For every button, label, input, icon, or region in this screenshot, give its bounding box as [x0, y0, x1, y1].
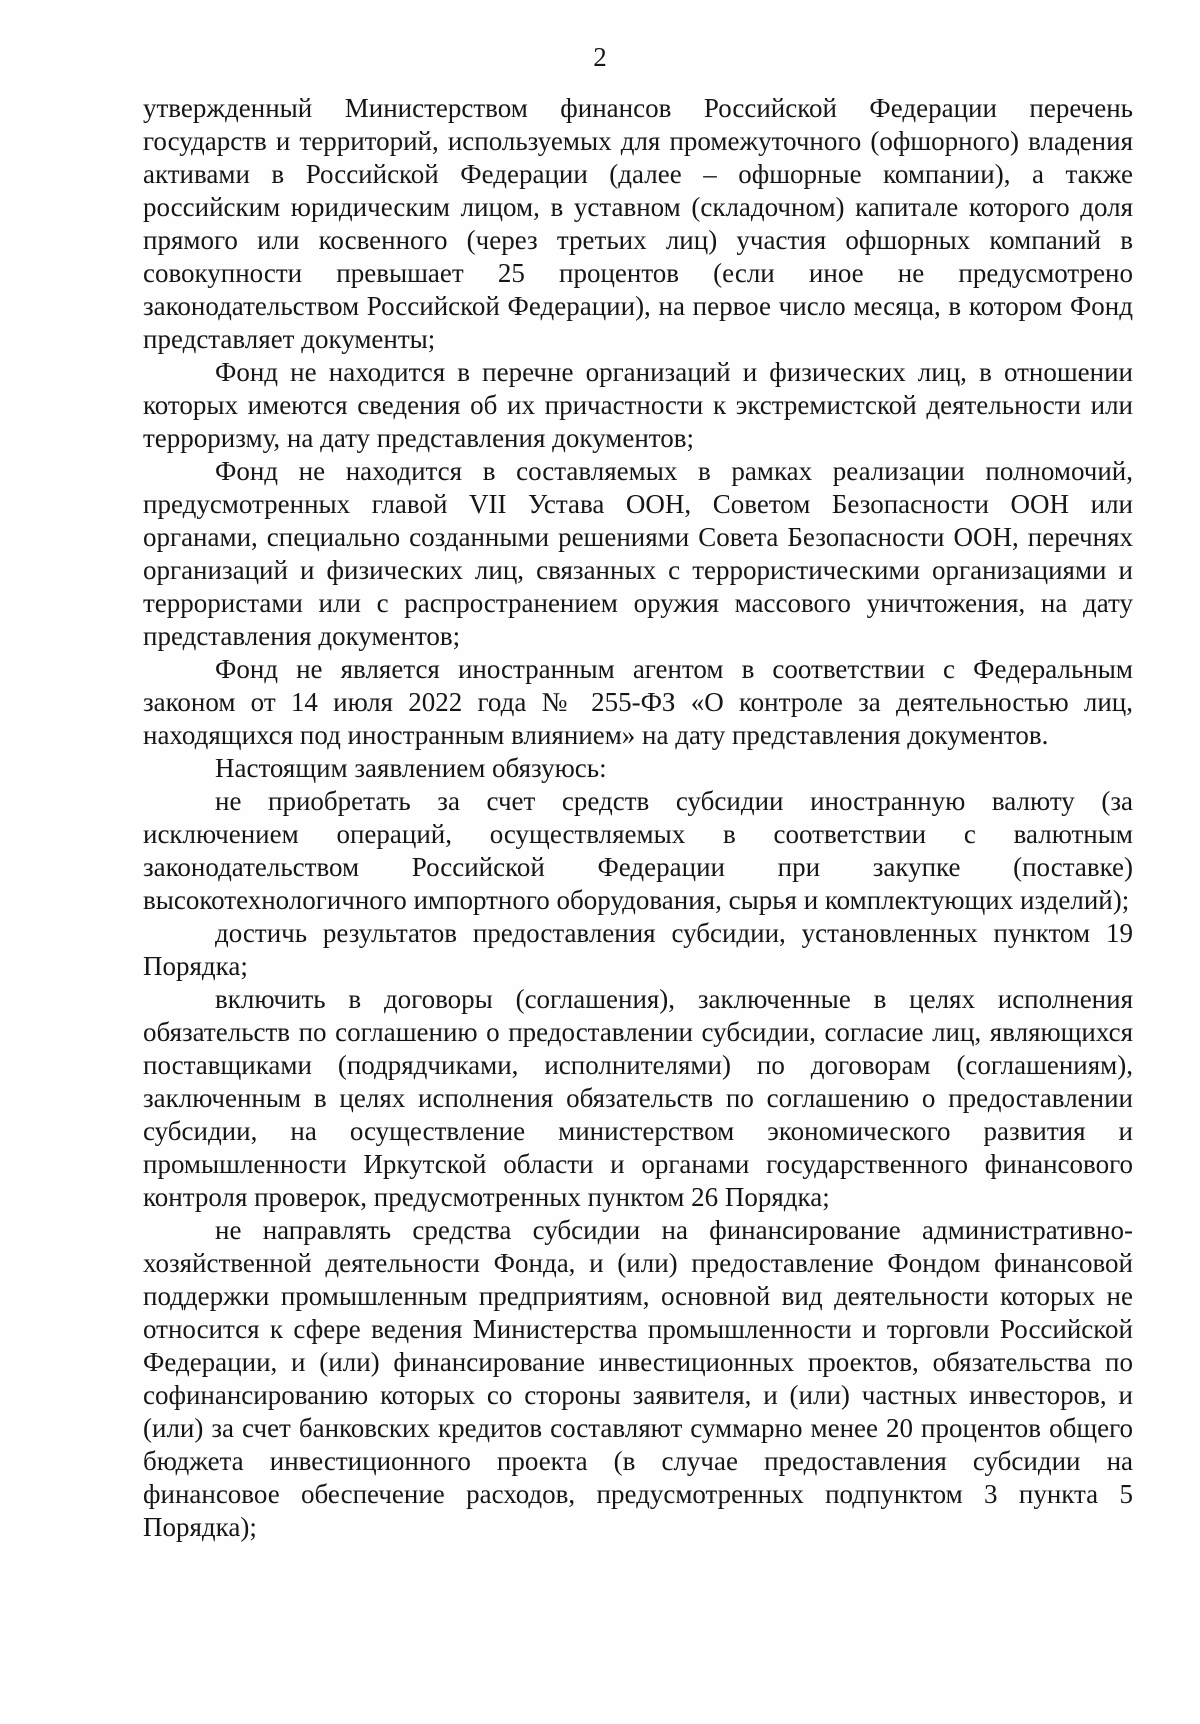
paragraph-foreign-agent: Фонд не является иностранным агентом в соответствии с Федеральным законом от 14 июля 2022 года № 255-ФЗ «О контроле за деятельностью лиц, находящихся под иностранным влиянием» на дату представления документов. [143, 654, 1133, 750]
paragraph-offshore-continuation: утвержденный Министерством финансов Российской Федерации перечень государств и территорий, используемых для промежуточного (офшорного) владения активами в Российской Федерации (далее – офшорные компании), а также российским юридическим лицом, в уставном (складочном) капитале которого доля прямого или косвенного (через третьих лиц) участия офшорных компаний в совокупности превышает 25 процентов (если иное не предусмотрено законодательством Российской Федерации), на первое число месяца, в котором Фонд представляет документы; [143, 93, 1133, 354]
paragraph-achieve-results: достичь результатов предоставления субсидии, установленных пунктом 19 Порядка; [143, 918, 1133, 981]
paragraph-include-consent: включить в договоры (соглашения), заключенные в целях исполнения обязательств по соглашению о предоставлении субсидии, согласие лиц, являющихся поставщиками (подрядчиками, исполнителями) по договорам (соглашениям), заключенным в целях исполнения обязательств по соглашению о предоставлении субсидии, на осуществление министерством экономического развития и промышленности Иркутской области и органами государственного финансового контроля проверок, предусмотренных пунктом 26 Порядка; [143, 984, 1133, 1212]
paragraph-no-foreign-currency: не приобретать за счет средств субсидии иностранную валюту (за исключением операций, осуществляемых в соответствии с валютным законодательством Российской Федерации при закупке (поставке) высокотехнологичного импортного оборудования, сырья и комплектующих изделий); [143, 786, 1133, 915]
document-body [143, 92, 1133, 1544]
paragraph-no-administrative-funding: не направлять средства субсидии на финансирование административно-хозяйственной деятельности Фонда, и (или) предоставление Фондом финансовой поддержки промышленным предприятиям, основной вид деятельности которых не относится к сфере ведения Министерства промышленности и торговли Российской Федерации, и (или) финансирование инвестиционных проектов, обязательства по софинансированию которых со стороны заявителя, и (или) частных инвесторов, и (или) за счет банковских кредитов составляют суммарно менее 20 процентов общего бюджета инвестиционного проекта (в случае предоставления субсидии на финансовое обеспечение расходов, предусмотренных подпунктом 3 пункта 5 Порядка); [143, 1215, 1133, 1542]
page-number: 2 [593, 42, 607, 72]
paragraph-extremism-list: Фонд не находится в перечне организаций и физических лиц, в отношении которых имеются сведения об их причастности к экстремистской деятельности или терроризму, на дату представления документов; [143, 357, 1133, 453]
paragraph-un-security-council-list: Фонд не находится в составляемых в рамках реализации полномочий, предусмотренных главой VII Устава ООН, Советом Безопасности ООН или органами, специально созданными решениями Совета Безопасности ООН, перечнях организаций и физических лиц, связанных с террористическими организациями и террористами или с распространением оружия массового уничтожения, на дату представления документов; [143, 456, 1133, 651]
paragraph-obligations-intro: Настоящим заявлением обязуюсь: [215, 753, 607, 783]
